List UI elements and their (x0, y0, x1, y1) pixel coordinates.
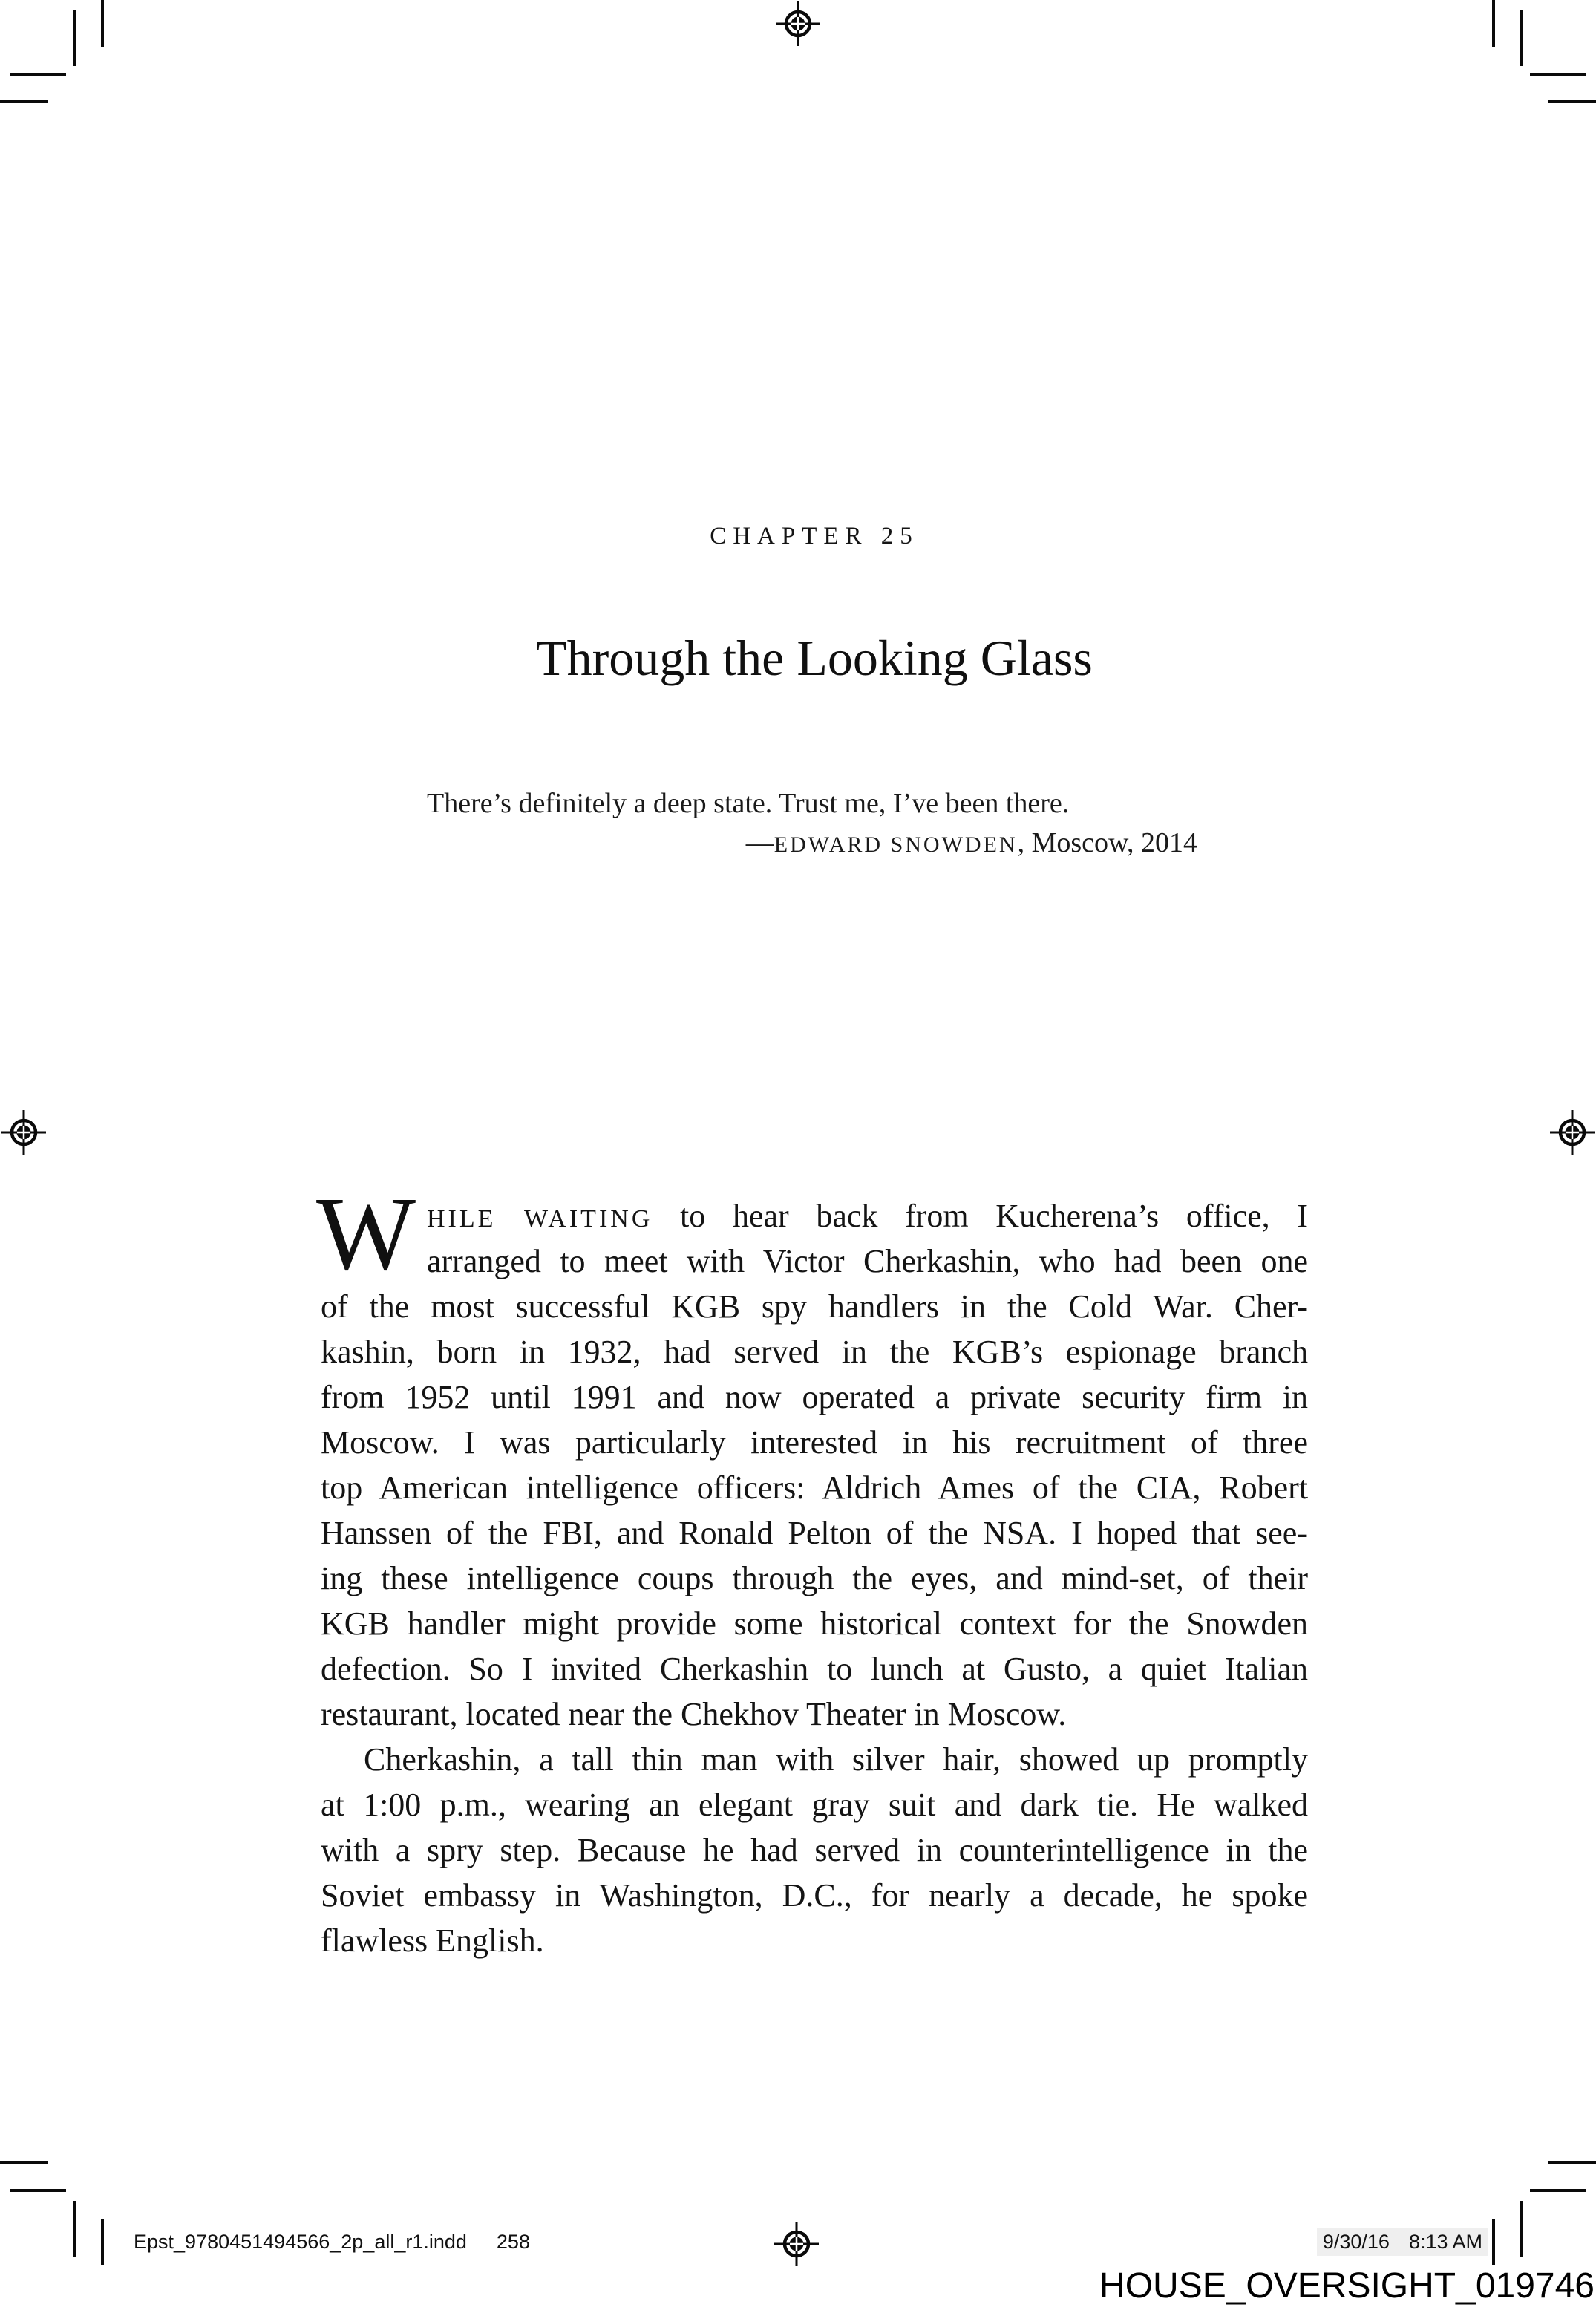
body-line: Moscow. I was particularly interested in his recruitment of three (321, 1424, 1308, 1461)
crop-mark (1492, 2219, 1495, 2265)
production-timestamp (1317, 2228, 1488, 2256)
registration-mark-icon (774, 0, 822, 48)
body-line: arranged to meet with Victor Cherkashin, who had been one (427, 1243, 1308, 1279)
crop-mark (10, 2189, 66, 2192)
epigraph-attribution-name: EDWARD SNOWDEN (774, 832, 1018, 857)
chapter-number-label: CHAPTER 25 (710, 523, 919, 549)
crop-mark (1520, 2201, 1523, 2257)
body-line: Cherkashin, a tall thin man with silver hair, showed up promptly (364, 1741, 1308, 1778)
drop-cap: W (316, 1175, 416, 1292)
small-caps-lead: HILE WAITING (427, 1205, 653, 1233)
crop-mark (73, 10, 76, 66)
crop-mark (101, 2219, 104, 2265)
body-line: HILE WAITING to hear back from Kucherena’s office, I (427, 1198, 1308, 1234)
body-line: ing these intelligence coups through the eyes, and mind-set, of their (321, 1560, 1308, 1596)
body-line: of the most successful KGB spy handlers in the Cold War. Cher- (321, 1288, 1308, 1325)
crop-mark (10, 73, 66, 76)
body-line: Soviet embassy in Washington, D.C., for nearly a decade, he spoke (321, 1877, 1308, 1914)
epigraph-quote: There’s definitely a deep state. Trust me, I’ve been there. (427, 788, 1070, 819)
body-line: flawless English. (321, 1922, 544, 1959)
body-line: kashin, born in 1932, had served in the KGB’s espionage branch (321, 1334, 1308, 1370)
registration-mark-icon (773, 2220, 820, 2268)
body-line: top American intelligence officers: Aldrich Ames of the CIA, Robert (321, 1469, 1308, 1506)
production-slug (134, 2228, 530, 2256)
body-line: at 1:00 p.m., wearing an elegant gray suit and dark tie. He walked (321, 1787, 1308, 1823)
body-line: restaurant, located near the Chekhov Theater in Moscow. (321, 1696, 1067, 1732)
chapter-title: Through the Looking Glass (536, 630, 1093, 686)
registration-mark-icon (1548, 1109, 1596, 1156)
timestamp-date: 9/30/16 (1322, 2231, 1390, 2253)
crop-mark (1548, 100, 1596, 103)
epigraph-attribution (746, 825, 1197, 863)
timestamp-time: 8:13 AM (1408, 2231, 1482, 2253)
slug-page-number: 258 (496, 2231, 530, 2253)
bates-stamp-watermark: HOUSE_OVERSIGHT_019746 (1099, 2266, 1595, 2306)
crop-mark (1548, 2161, 1596, 2164)
epigraph-attribution-dash: — (745, 827, 774, 858)
crop-mark (1492, 0, 1495, 47)
body-line: from 1952 until 1991 and now operated a private security firm in (321, 1379, 1308, 1415)
crop-mark (1530, 73, 1586, 76)
slug-filename: Epst_9780451494566_2p_all_r1.indd (134, 2231, 467, 2253)
body-line: defection. So I invited Cherkashin to lunch at Gusto, a quiet Italian (321, 1651, 1308, 1687)
crop-mark (0, 2161, 48, 2164)
crop-mark (0, 100, 48, 103)
epigraph-attribution-detail: , Moscow, 2014 (1017, 827, 1197, 858)
crop-mark (1520, 10, 1523, 66)
registration-mark-icon (0, 1109, 48, 1156)
crop-mark (101, 0, 104, 47)
body-text (316, 1175, 1308, 1963)
crop-mark (73, 2201, 76, 2257)
body-line: Hanssen of the FBI, and Ronald Pelton of the NSA. I hoped that see- (321, 1515, 1308, 1551)
body-line: with a spry step. Because he had served in counterintelligence in the (321, 1832, 1308, 1868)
body-line: KGB handler might provide some historical context for the Snowden (321, 1605, 1308, 1642)
crop-mark (1530, 2189, 1586, 2192)
